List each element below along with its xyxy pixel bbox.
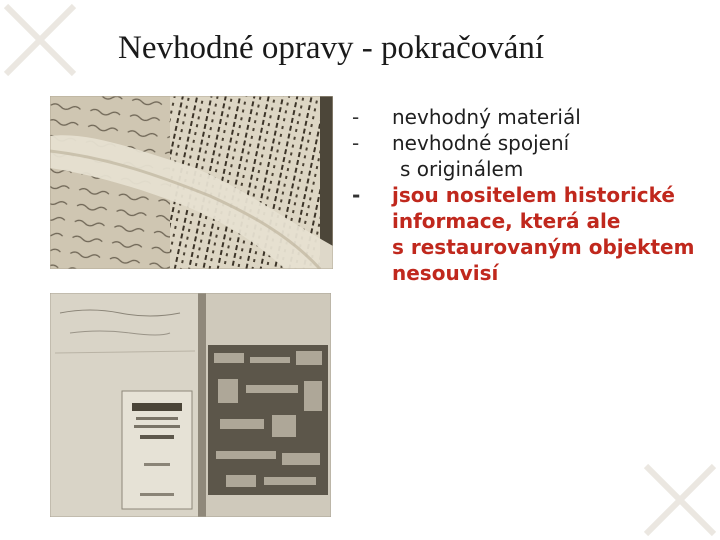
photo-manuscript-repair (50, 96, 333, 269)
bullet-text: nevhodný materiál (392, 105, 581, 129)
bullet-dash: - (352, 105, 360, 129)
corner-decoration-top-left (0, 0, 80, 80)
bullet-line: jsou nositelem historické (392, 183, 675, 207)
bullet-item-joining (352, 130, 714, 182)
bullet-line: informace, která ale (392, 209, 621, 233)
bullet-text: nevhodné spojení (392, 131, 570, 155)
bullet-list (352, 104, 714, 286)
bullet-dash: - (352, 131, 360, 155)
bullet-text-continuation: s originálem (400, 157, 524, 181)
bullet-line: nesouvisí (392, 261, 499, 285)
bullet-dash: - (352, 183, 361, 207)
bullet-line: s restaurovaným objektem (392, 235, 695, 259)
slide-title: Nevhodné opravy - pokračování (118, 30, 545, 66)
bullet-item-historical-info (352, 182, 714, 286)
photo-book-woodcut (50, 293, 331, 517)
bullet-item-material (352, 104, 714, 130)
corner-decoration-bottom-right (640, 460, 720, 540)
